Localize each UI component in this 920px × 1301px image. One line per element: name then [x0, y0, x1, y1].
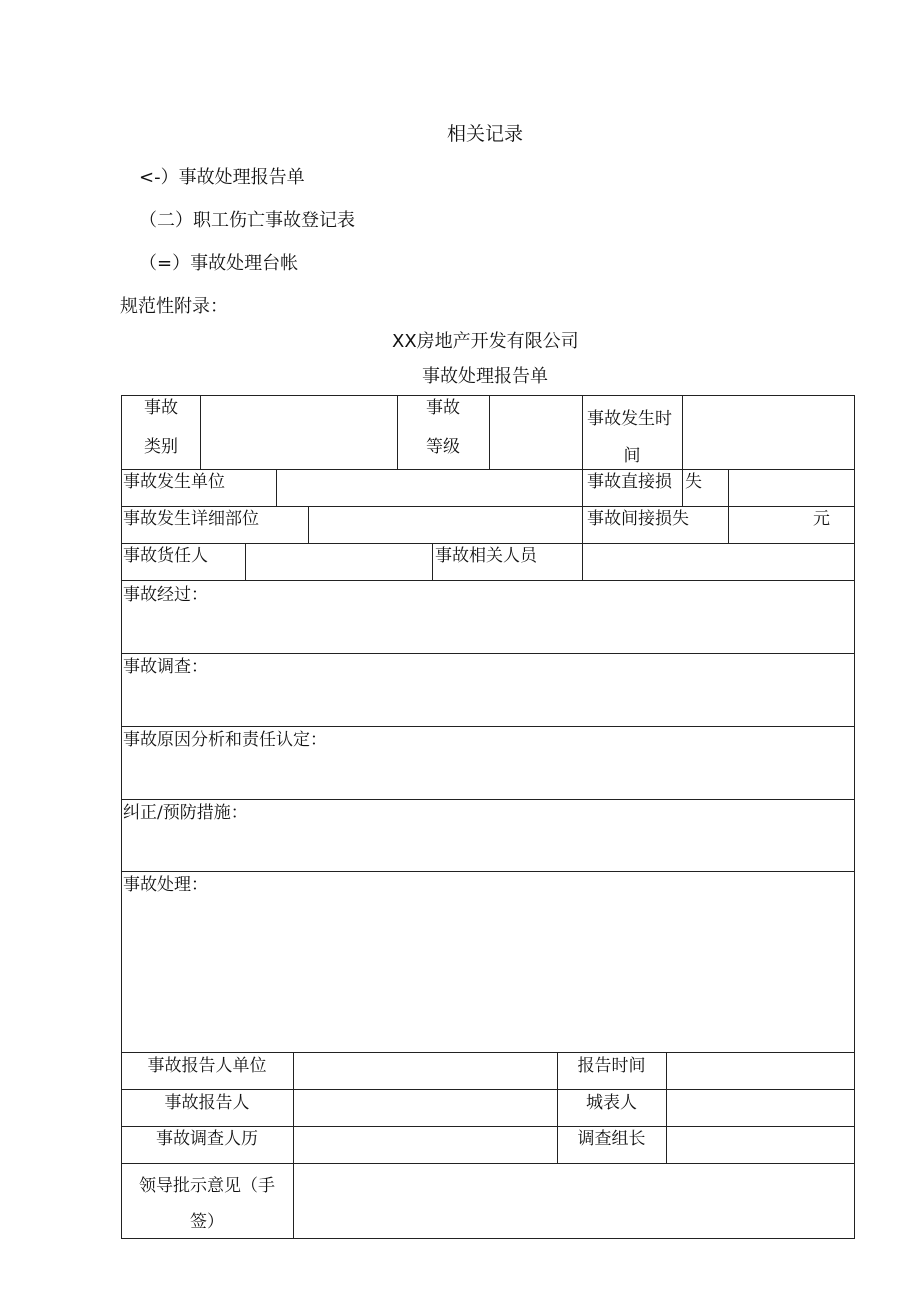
location-value[interactable] [309, 511, 582, 541]
prevention-label: 纠正/预防措施： [123, 803, 248, 823]
leader-opinion-value[interactable] [294, 1168, 854, 1234]
form-filler-label: 城表人 [586, 1093, 637, 1113]
level-label: 事故 [426, 398, 460, 418]
form-title: 事故处理报告单 [422, 366, 548, 387]
form-filler-value[interactable] [667, 1095, 854, 1125]
category-label-2: 类别 [144, 437, 178, 457]
location-label: 事故发生详细部位 [123, 509, 259, 529]
record-item-1: <-）事故处理报告单 [139, 167, 305, 188]
cause-label: 事故原因分析和责任认定： [123, 730, 327, 750]
process-label: 事故经过： [123, 585, 208, 605]
company-name: XX房地产开发有限公司 [392, 331, 579, 352]
team-leader-label: 调查组长 [577, 1129, 646, 1149]
unit-label: 事故发生单位 [123, 472, 225, 492]
direct-loss-label: 事故直接损 [587, 472, 672, 492]
reporter-label: 事故报告人 [164, 1093, 250, 1113]
yuan-unit: 元 [813, 509, 830, 529]
record-item-3: （=）事故处理台帐 [139, 253, 299, 274]
unit-value[interactable] [277, 474, 582, 504]
investigator-value[interactable] [294, 1131, 557, 1161]
related-persons-value[interactable] [583, 548, 854, 578]
occur-time-label-2: 间 [623, 446, 641, 466]
leader-opinion-label: 领导批示意见（手 [139, 1176, 275, 1196]
investigator-label: 事故调查人历 [156, 1129, 258, 1149]
appendix-label: 规范性附录： [120, 296, 228, 317]
category-label: 事故 [144, 398, 178, 418]
investigation-label: 事故调查： [123, 657, 208, 677]
handling-label: 事故处理： [123, 875, 208, 895]
team-leader-value[interactable] [667, 1131, 854, 1161]
report-time-label: 报告时间 [577, 1056, 646, 1076]
reporter-value[interactable] [294, 1095, 557, 1125]
level-value[interactable] [490, 400, 582, 468]
occur-time-value[interactable] [683, 400, 854, 468]
direct-loss-value[interactable] [729, 474, 854, 504]
leader-opinion-label-2: 签） [190, 1212, 224, 1232]
reporter-unit-value[interactable] [294, 1058, 557, 1088]
page-heading: 相关记录 [447, 123, 524, 145]
report-time-value[interactable] [667, 1058, 854, 1088]
direct-loss-label-2: 失 [685, 472, 702, 492]
record-item-2: （二）职工伤亡事故登记表 [139, 210, 355, 231]
responsible-label: 事故货任人 [123, 546, 208, 566]
occur-time-label: 事故发生时 [587, 409, 672, 429]
indirect-loss-label: 事故间接损失 [587, 509, 689, 529]
category-value[interactable] [201, 400, 396, 468]
responsible-value[interactable] [246, 548, 432, 578]
level-label-2: 等级 [426, 437, 460, 457]
reporter-unit-label: 事故报告人单位 [147, 1056, 267, 1076]
related-persons-label: 事故相关人员 [435, 546, 537, 566]
